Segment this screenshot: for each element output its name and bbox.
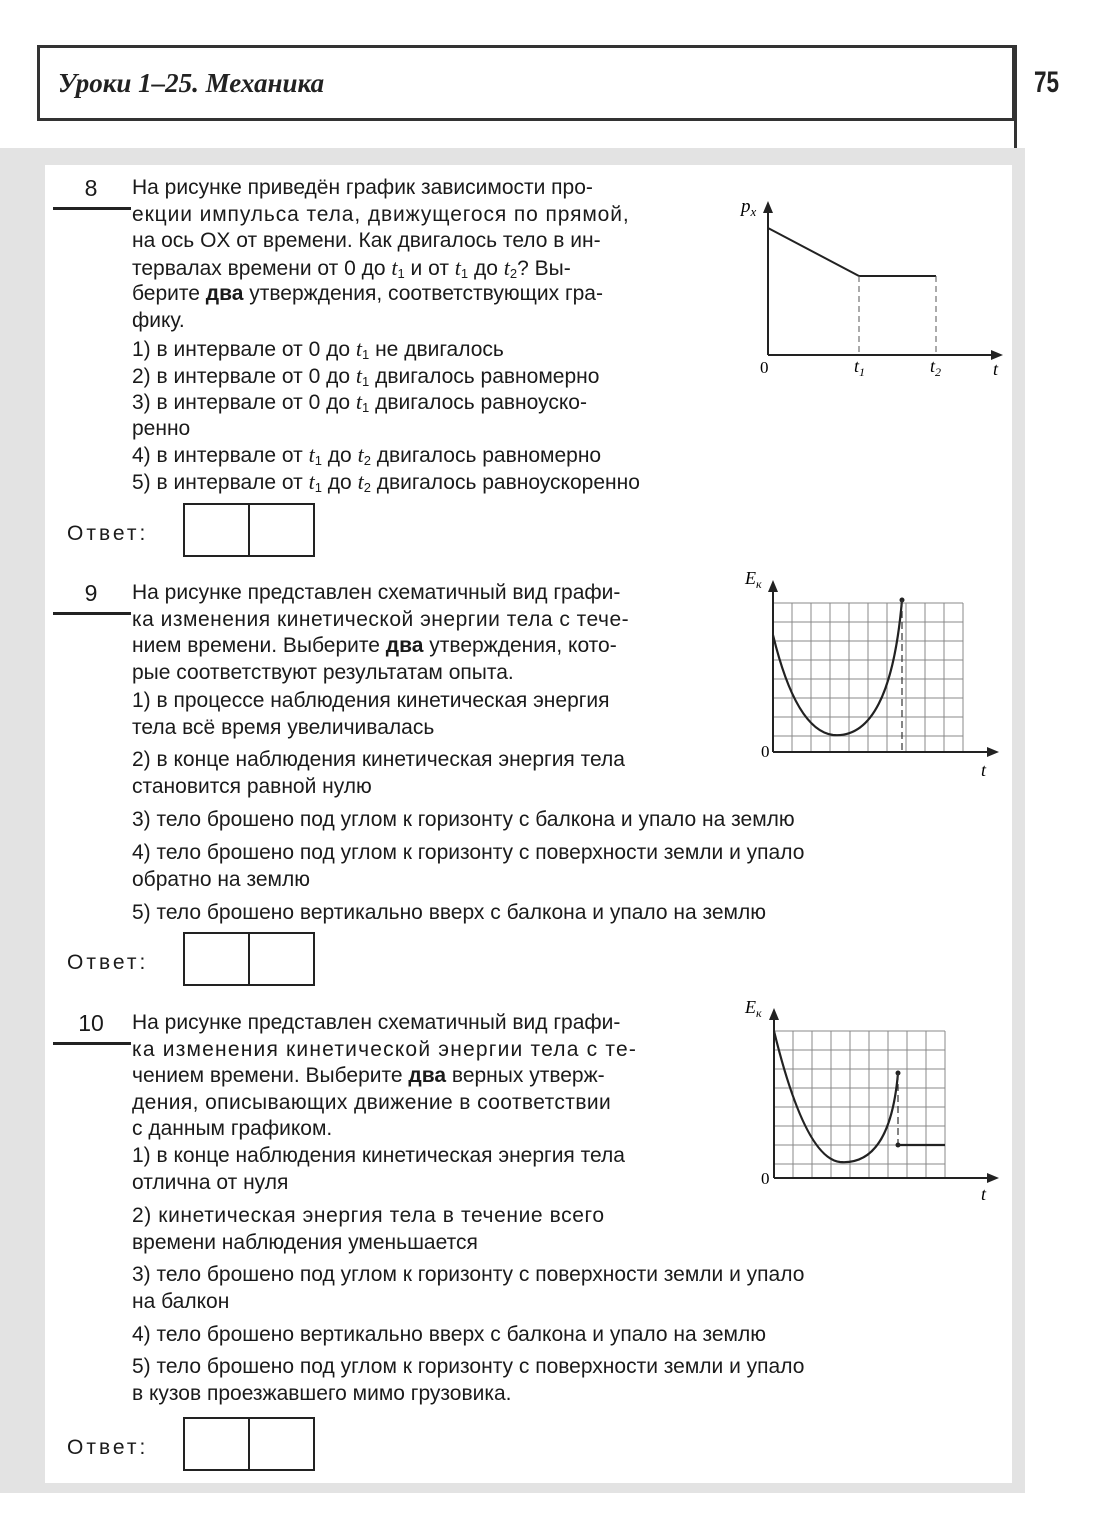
text-line: На рисунке представлен схематичный вид графи- bbox=[132, 1011, 621, 1034]
text-line: чением времени. Выберите два верных утверж- bbox=[132, 1064, 605, 1087]
text-line: с данным графиком. bbox=[132, 1117, 333, 1140]
option-4: 4) тело брошено вертикально вверх с балкона и упало на землю bbox=[132, 1323, 766, 1346]
text-line: рые соответствуют результатам опыта. bbox=[132, 660, 514, 684]
momentum-line bbox=[768, 228, 936, 276]
answer-label: Ответ: bbox=[67, 951, 149, 974]
header-rule bbox=[1014, 45, 1017, 155]
option-3: 3) в интервале от 0 до $t_1$ двигалось равноуско- bbox=[132, 389, 587, 415]
text-line: тервалах времени от 0 до $t_1$ и от $t_1$ до $t_2$? Вы- bbox=[132, 254, 571, 281]
option-5: 5) тело брошено под углом к горизонту с поверхности земли и упало bbox=[132, 1355, 805, 1378]
option-2-cont: становится равной нулю bbox=[132, 774, 372, 798]
option-5: 5) тело брошено вертикально вверх с балкона и упало на землю bbox=[132, 901, 766, 924]
option-3-cont: на балкон bbox=[132, 1289, 230, 1313]
text-line: ка изменения кинетической энергии тела с те- bbox=[132, 1037, 638, 1061]
task-number-rule bbox=[53, 207, 131, 210]
bold-word: два bbox=[385, 634, 424, 657]
answer-label: Ответ: bbox=[67, 1436, 149, 1459]
option-1-cont: отлична от нуля bbox=[132, 1170, 289, 1194]
task-number-rule bbox=[53, 612, 131, 615]
y-axis-arrow bbox=[768, 580, 778, 592]
task-number: 8 bbox=[84, 175, 98, 201]
origin-label: 0 bbox=[760, 358, 769, 377]
option-2-cont: времени наблюдения уменьшается bbox=[132, 1230, 478, 1254]
text-line: дения, описывающих движение в соответствии bbox=[132, 1090, 612, 1114]
y-label: $E_к$ bbox=[745, 998, 762, 1020]
grid bbox=[774, 1031, 945, 1178]
grid bbox=[773, 603, 963, 752]
answer-box-8[interactable] bbox=[183, 503, 315, 557]
answer-cell-1[interactable] bbox=[185, 505, 248, 555]
energy-chart-9 bbox=[735, 570, 1005, 785]
header-box bbox=[37, 45, 1015, 121]
momentum-chart bbox=[735, 185, 1005, 385]
option-3-cont: ренно bbox=[132, 416, 191, 440]
text-line: На рисунке представлен схематичный вид графи- bbox=[132, 581, 621, 604]
y-label: $E_к$ bbox=[745, 570, 762, 591]
text-line: На рисунке приведён график зависимости про- bbox=[132, 176, 593, 199]
page-number: 75 bbox=[1034, 66, 1060, 99]
option-5: 5) в интервале от $t_1$ до $t_2$ двигалось равноускоренно bbox=[132, 468, 640, 495]
answer-cell-2[interactable] bbox=[248, 934, 313, 984]
answer-label: Ответ: bbox=[67, 522, 149, 545]
y-axis-arrow bbox=[763, 201, 773, 213]
answer-box-10[interactable] bbox=[183, 1417, 315, 1471]
y-axis-arrow bbox=[769, 1008, 779, 1020]
answer-cell-1[interactable] bbox=[185, 1419, 248, 1469]
answer-cell-2[interactable] bbox=[248, 505, 313, 555]
option-1: 1) в процессе наблюдения кинетическая энергия bbox=[132, 689, 610, 712]
option-2: 2) в конце наблюдения кинетическая энергия тела bbox=[132, 748, 625, 771]
option-2: 2) кинетическая энергия тела в течение всего bbox=[132, 1204, 605, 1227]
header-title: Уроки 1–25. Механика bbox=[58, 68, 325, 98]
text-line: на ось OX от времени. Как двигалось тело в ин- bbox=[132, 229, 601, 252]
y-label: $p_x$ bbox=[741, 196, 757, 219]
text-line: екции импульса тела, движущегося по прямой, bbox=[132, 202, 630, 226]
option-5-cont: в кузов проезжавшего мимо грузовика. bbox=[132, 1381, 512, 1405]
origin-label: 0 bbox=[761, 1169, 770, 1188]
option-3: 3) тело брошено под углом к горизонту с балкона и упало на землю bbox=[132, 808, 795, 831]
origin-label: 0 bbox=[761, 742, 770, 761]
answer-cell-2[interactable] bbox=[248, 1419, 313, 1469]
text-line: нием времени. Выберите два утверждения, кото- bbox=[132, 634, 617, 657]
text-line: берите два утверждения, соответствующих гра- bbox=[132, 282, 603, 305]
bold-word: два bbox=[205, 282, 244, 305]
task-number-rule bbox=[53, 1042, 131, 1045]
task-number: 9 bbox=[84, 580, 98, 606]
option-1-cont: тела всё время увеличивалась bbox=[132, 715, 435, 739]
t2-label: $t_2$ bbox=[930, 356, 942, 379]
option-4-cont: обратно на землю bbox=[132, 867, 310, 891]
option-3: 3) тело брошено под углом к горизонту с поверхности земли и упало bbox=[132, 1263, 805, 1286]
option-2: 2) в интервале от 0 до $t_1$ двигалось равномерно bbox=[132, 362, 600, 389]
answer-box-9[interactable] bbox=[183, 932, 315, 986]
content-panel bbox=[45, 165, 1012, 1483]
x-axis-arrow bbox=[987, 1173, 999, 1183]
x-label: t bbox=[981, 1184, 987, 1203]
answer-cell-1[interactable] bbox=[185, 934, 248, 984]
bold-word: два bbox=[408, 1064, 447, 1087]
option-1: 1) в конце наблюдения кинетическая энергия тела bbox=[132, 1144, 625, 1167]
task-number: 10 bbox=[78, 1010, 104, 1036]
energy-chart-10 bbox=[735, 998, 1005, 1203]
x-label: t bbox=[981, 760, 987, 780]
option-4: 4) в интервале от $t_1$ до $t_2$ двигалось равномерно bbox=[132, 442, 602, 468]
x-axis-arrow bbox=[987, 747, 999, 757]
text-line: ка изменения кинетической энергии тела с тече- bbox=[132, 607, 630, 631]
x-label: t bbox=[993, 359, 999, 379]
option-4: 4) тело брошено под углом к горизонту с поверхности земли и упало bbox=[132, 841, 805, 864]
option-1: 1) в интервале от 0 до $t_1$ не двигалось bbox=[132, 336, 504, 362]
t1-label: $t_1$ bbox=[854, 356, 866, 379]
text-line: фику. bbox=[132, 308, 185, 332]
